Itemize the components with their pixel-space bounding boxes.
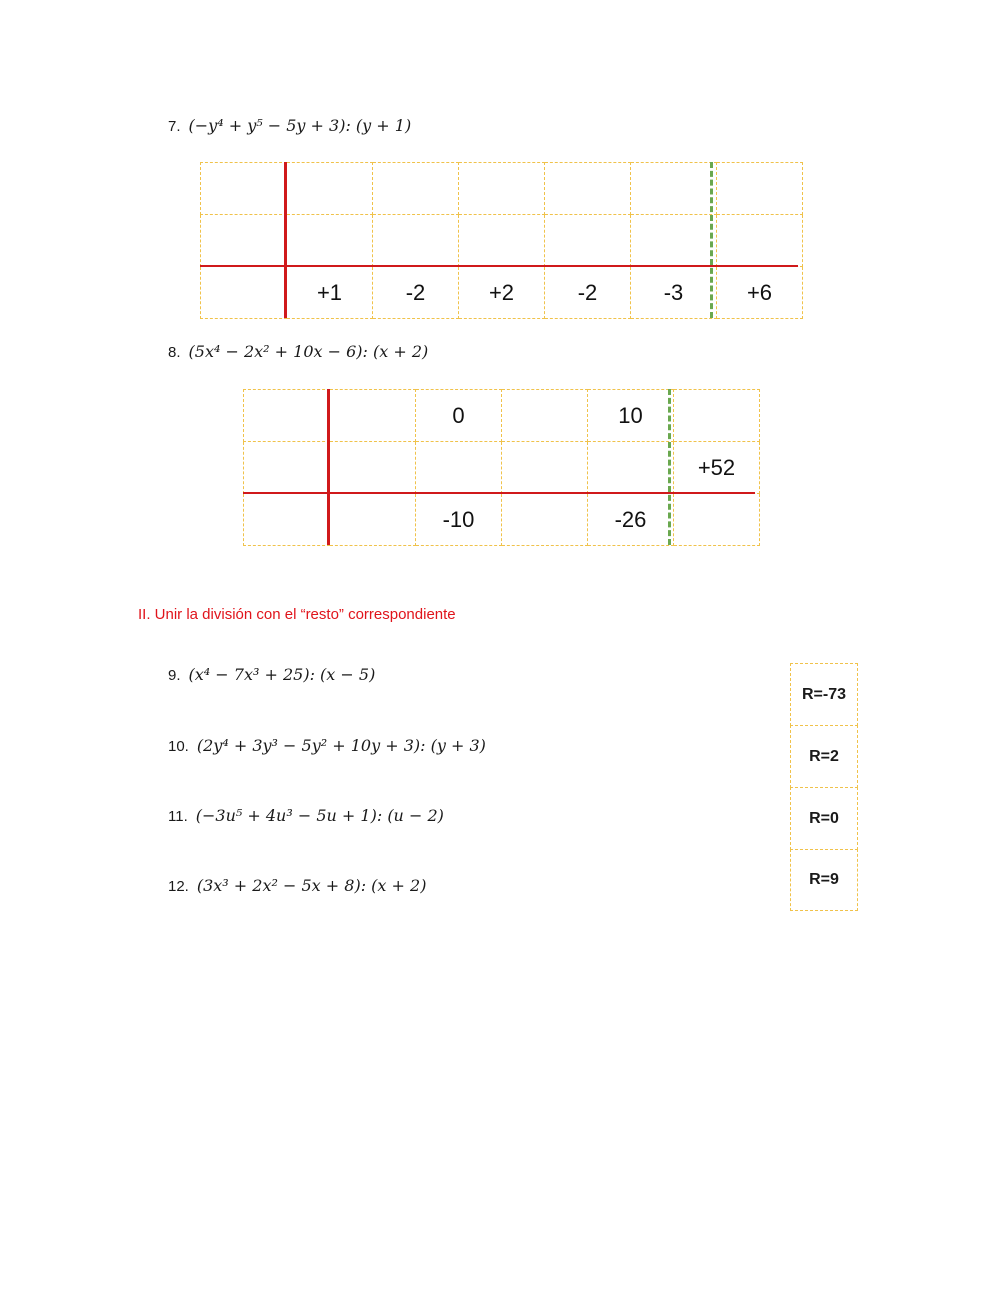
problem-expression: (−3u⁵ + 4u³ − 5u + 1): (u − 2) [195,806,444,825]
problem-12 [168,876,426,895]
cell [330,494,416,546]
cell: +6 [717,267,803,319]
cell [201,163,287,215]
cell [502,390,588,442]
cell: -26 [588,494,674,546]
cell [416,442,502,494]
cell [502,494,588,546]
problem-expression: (−y⁴ + y⁵ − 5y + 3): (y + 1) [188,116,412,135]
cell [459,163,545,215]
cell [717,215,803,267]
divisor-vertical-line [327,389,330,545]
cell: -3 [631,267,717,319]
problem-9 [168,665,375,684]
divisor-vertical-line [284,162,287,318]
cell [330,390,416,442]
cell: -10 [416,494,502,546]
remainder-option[interactable]: R=9 [790,849,858,911]
cell [244,390,330,442]
cell: 0 [416,390,502,442]
cell [330,442,416,494]
cell: -2 [373,267,459,319]
problem-number: 10. [168,738,189,755]
cell [201,267,287,319]
cell [287,163,373,215]
problem-number: 8. [168,344,181,361]
remainder-dashed-line [668,389,671,545]
remainder-option[interactable]: R=2 [790,725,858,788]
cell [545,163,631,215]
cell: 10 [588,390,674,442]
problem-10 [168,736,486,755]
remainder-option[interactable]: R=-73 [790,663,858,726]
cell [631,215,717,267]
cell [244,442,330,494]
cell [674,494,760,546]
problem-expression: (3x³ + 2x² − 5x + 8): (x + 2) [196,876,427,895]
problem-number: 9. [168,667,181,684]
problem-expression: (x⁴ − 7x³ + 25): (x − 5) [188,665,376,684]
problem-8 [168,342,428,361]
cell [631,163,717,215]
problem-7 [168,116,411,135]
problem-expression: (2y⁴ + 3y³ − 5y² + 10y + 3): (y + 3) [196,736,486,755]
remainder-dashed-line [710,162,713,318]
problem-11 [168,806,444,825]
cell: +1 [287,267,373,319]
cell [717,163,803,215]
cell [373,163,459,215]
cell [674,390,760,442]
problem-number: 7. [168,118,181,135]
cell [287,215,373,267]
cell: +2 [459,267,545,319]
section-title: II. Unir la división con el “resto” correspondiente [138,606,456,623]
cell [459,215,545,267]
cell [545,215,631,267]
cell [244,494,330,546]
result-horizontal-line [200,265,798,267]
result-horizontal-line [243,492,755,494]
cell: +52 [674,442,760,494]
cell [201,215,287,267]
problem-number: 12. [168,878,189,895]
problem-number: 11. [168,808,188,825]
problem-expression: (5x⁴ − 2x² + 10x − 6): (x + 2) [188,342,429,361]
synthetic-division-table-8 [243,389,760,546]
cell [373,215,459,267]
cell [588,442,674,494]
cell: -2 [545,267,631,319]
cell [502,442,588,494]
remainder-option[interactable]: R=0 [790,787,858,850]
